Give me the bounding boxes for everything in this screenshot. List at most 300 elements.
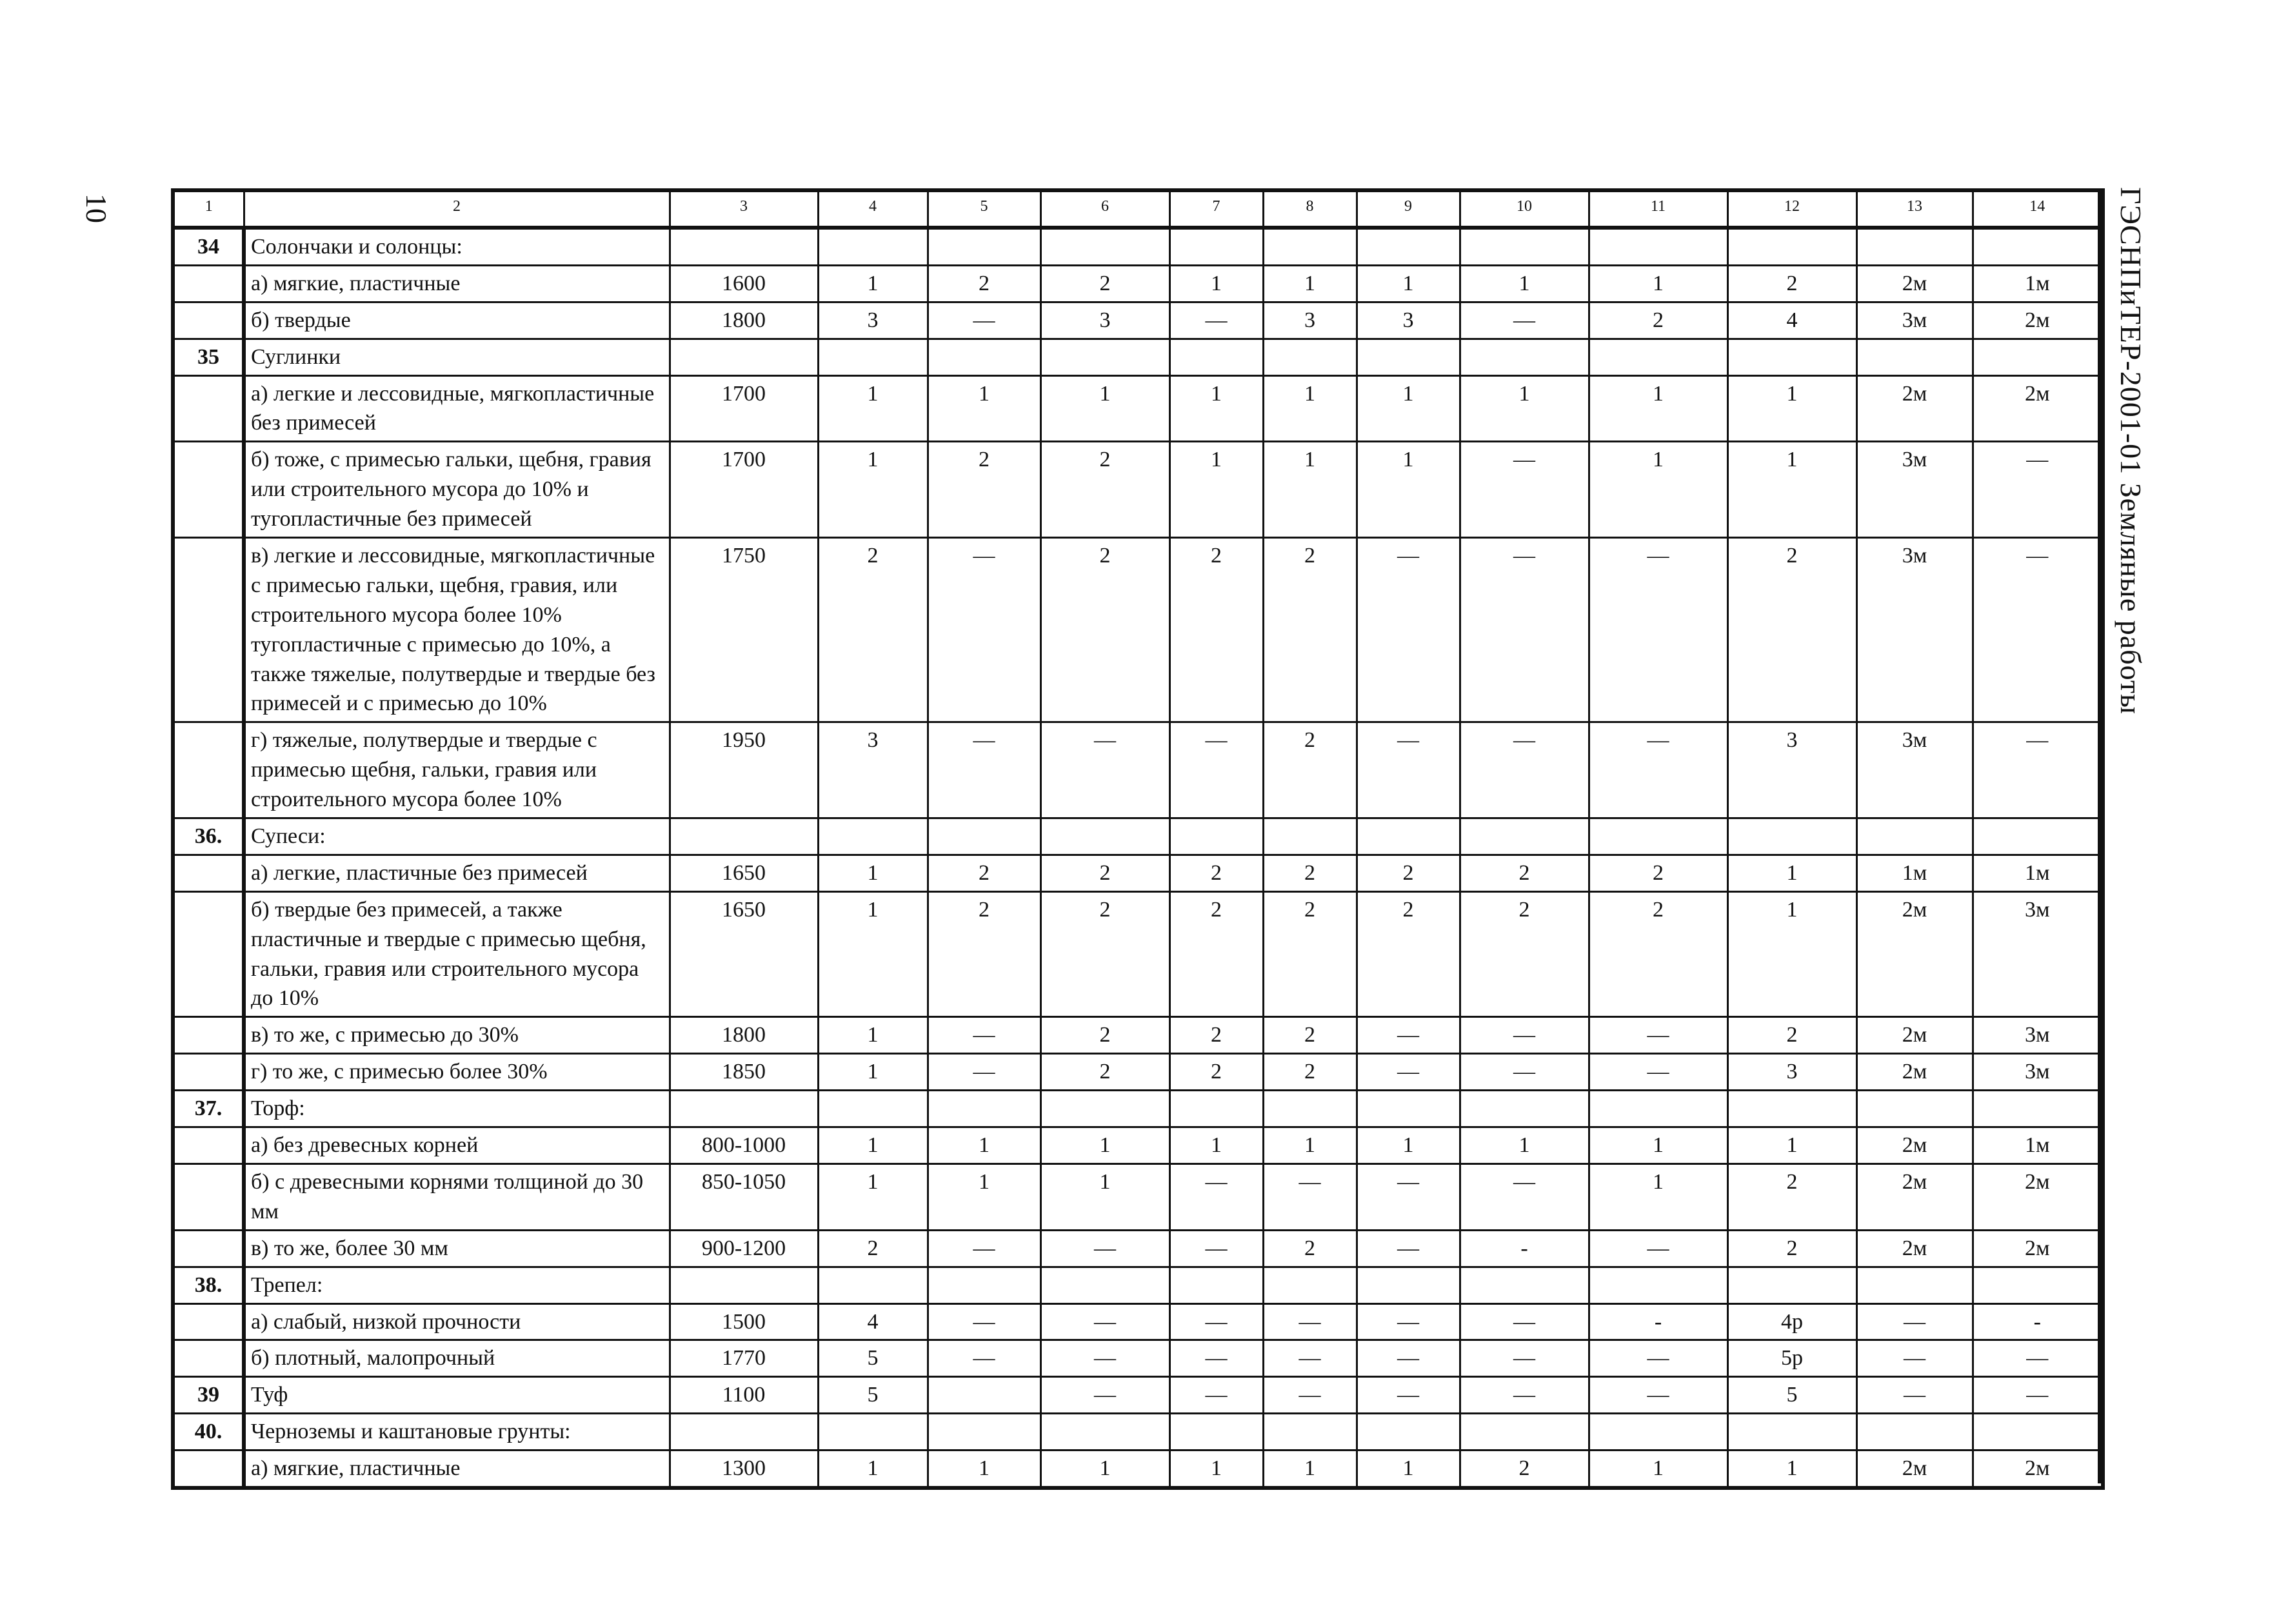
soil-name-cell: г) то же, с примесью более 30% bbox=[244, 1054, 670, 1091]
item-number-cell bbox=[173, 375, 244, 442]
value-cell: 1 bbox=[818, 1017, 928, 1054]
value-cell: 2 bbox=[1263, 855, 1357, 891]
value-cell bbox=[1973, 818, 2103, 855]
table-body bbox=[173, 228, 2103, 1488]
value-cell: 2м bbox=[1856, 1017, 1973, 1054]
value-cell bbox=[928, 818, 1040, 855]
value-cell bbox=[928, 1267, 1040, 1303]
value-cell: 3 bbox=[1263, 302, 1357, 339]
table-row bbox=[173, 1127, 2103, 1164]
density-cell: 1650 bbox=[670, 855, 818, 891]
value-cell bbox=[1727, 1414, 1856, 1451]
header-row bbox=[173, 190, 2103, 228]
value-cell: — bbox=[1357, 1340, 1460, 1377]
value-cell: 1 bbox=[1169, 265, 1263, 302]
value-cell: — bbox=[1460, 722, 1589, 818]
density-cell bbox=[670, 228, 818, 265]
value-cell: 2 bbox=[1169, 538, 1263, 722]
value-cell: 2м bbox=[1973, 302, 2103, 339]
value-cell: — bbox=[1589, 1340, 1727, 1377]
value-cell bbox=[1589, 1414, 1727, 1451]
table-row bbox=[173, 228, 2103, 265]
value-cell: 1 bbox=[1727, 1451, 1856, 1488]
value-cell: — bbox=[1589, 1230, 1727, 1267]
value-cell: — bbox=[1357, 722, 1460, 818]
value-cell: 2 bbox=[1263, 722, 1357, 818]
value-cell: — bbox=[1169, 302, 1263, 339]
value-cell: 2м bbox=[1973, 1451, 2103, 1488]
value-cell: — bbox=[1169, 1230, 1263, 1267]
table-row bbox=[173, 1017, 2103, 1054]
value-cell: — bbox=[928, 1303, 1040, 1340]
table-row bbox=[173, 722, 2103, 818]
value-cell: 2 bbox=[1263, 1017, 1357, 1054]
value-cell: 1 bbox=[818, 375, 928, 442]
density-cell: 1750 bbox=[670, 538, 818, 722]
value-cell bbox=[1263, 228, 1357, 265]
item-number-cell bbox=[173, 302, 244, 339]
value-cell: 1 bbox=[1040, 1164, 1169, 1230]
value-cell: — bbox=[1169, 1340, 1263, 1377]
value-cell: 2 bbox=[1263, 1054, 1357, 1091]
value-cell: 3м bbox=[1973, 1054, 2103, 1091]
value-cell bbox=[1040, 1267, 1169, 1303]
value-cell: 5 bbox=[1727, 1377, 1856, 1414]
item-number-cell: 38. bbox=[173, 1267, 244, 1303]
value-cell: — bbox=[1460, 442, 1589, 538]
header-cell: 9 bbox=[1357, 190, 1460, 228]
value-cell bbox=[1169, 1414, 1263, 1451]
value-cell: — bbox=[928, 1054, 1040, 1091]
soil-name-cell: Торф: bbox=[244, 1091, 670, 1127]
value-cell: — bbox=[1973, 1377, 2103, 1414]
value-cell: 2 bbox=[818, 1230, 928, 1267]
value-cell: — bbox=[1973, 538, 2103, 722]
item-number-cell bbox=[173, 891, 244, 1017]
value-cell: — bbox=[1973, 722, 2103, 818]
value-cell: 1 bbox=[1460, 375, 1589, 442]
value-cell bbox=[1040, 228, 1169, 265]
table-row bbox=[173, 891, 2103, 1017]
item-number-cell bbox=[173, 538, 244, 722]
value-cell: 2 bbox=[818, 538, 928, 722]
density-cell: 850-1050 bbox=[670, 1164, 818, 1230]
value-cell: 1 bbox=[1589, 265, 1727, 302]
value-cell: 2 bbox=[1263, 1230, 1357, 1267]
value-cell: 3 bbox=[1040, 302, 1169, 339]
value-cell bbox=[1589, 818, 1727, 855]
density-cell bbox=[670, 818, 818, 855]
value-cell: 2м bbox=[1856, 265, 1973, 302]
value-cell: 1 bbox=[1460, 265, 1589, 302]
value-cell bbox=[1263, 339, 1357, 375]
density-cell: 800-1000 bbox=[670, 1127, 818, 1164]
value-cell bbox=[928, 1414, 1040, 1451]
value-cell: 1 bbox=[1727, 1127, 1856, 1164]
value-cell: — bbox=[928, 302, 1040, 339]
value-cell bbox=[818, 818, 928, 855]
soil-name-cell: в) то же, с примесью до 30% bbox=[244, 1017, 670, 1054]
item-number-cell bbox=[173, 265, 244, 302]
value-cell: — bbox=[1263, 1303, 1357, 1340]
value-cell: 3м bbox=[1856, 538, 1973, 722]
value-cell bbox=[1856, 228, 1973, 265]
soil-name-cell: Суглинки bbox=[244, 339, 670, 375]
density-cell: 1650 bbox=[670, 891, 818, 1017]
value-cell: 1 bbox=[1589, 1164, 1727, 1230]
value-cell: 1 bbox=[928, 1127, 1040, 1164]
table-row bbox=[173, 1414, 2103, 1451]
value-cell: 1м bbox=[1973, 855, 2103, 891]
soil-name-cell: а) мягкие, пластичные bbox=[244, 1451, 670, 1488]
value-cell: 2 bbox=[1727, 1164, 1856, 1230]
value-cell bbox=[818, 228, 928, 265]
item-number-cell bbox=[173, 1303, 244, 1340]
value-cell: — bbox=[1460, 1340, 1589, 1377]
value-cell bbox=[1460, 228, 1589, 265]
table-row bbox=[173, 1377, 2103, 1414]
value-cell: 2 bbox=[1169, 1017, 1263, 1054]
value-cell bbox=[1727, 339, 1856, 375]
value-cell bbox=[1727, 228, 1856, 265]
value-cell: — bbox=[1589, 1377, 1727, 1414]
value-cell bbox=[1973, 1091, 2103, 1127]
value-cell bbox=[1460, 818, 1589, 855]
header-cell: 12 bbox=[1727, 190, 1856, 228]
table-row bbox=[173, 855, 2103, 891]
value-cell bbox=[1589, 1267, 1727, 1303]
value-cell: — bbox=[1460, 1377, 1589, 1414]
value-cell bbox=[1856, 1414, 1973, 1451]
value-cell: — bbox=[1973, 1340, 2103, 1377]
value-cell: 1 bbox=[818, 442, 928, 538]
soil-table bbox=[171, 188, 2105, 1490]
header-cell: 8 bbox=[1263, 190, 1357, 228]
table-row bbox=[173, 1091, 2103, 1127]
value-cell bbox=[1460, 1091, 1589, 1127]
value-cell bbox=[1856, 818, 1973, 855]
soil-name-cell: г) тяжелые, полутвердые и твердые с примесью щебня, гальки, гравия или строительного мусора более 10% bbox=[244, 722, 670, 818]
value-cell bbox=[1357, 339, 1460, 375]
value-cell: 1м bbox=[1856, 855, 1973, 891]
item-number-cell: 34 bbox=[173, 228, 244, 265]
value-cell: 1 bbox=[818, 265, 928, 302]
value-cell: — bbox=[1263, 1340, 1357, 1377]
value-cell bbox=[1460, 1414, 1589, 1451]
value-cell bbox=[1169, 228, 1263, 265]
density-cell: 1700 bbox=[670, 375, 818, 442]
value-cell: — bbox=[1357, 1017, 1460, 1054]
value-cell: 1 bbox=[1727, 375, 1856, 442]
value-cell: 1 bbox=[1169, 375, 1263, 442]
value-cell: 4 bbox=[818, 1303, 928, 1340]
value-cell: — bbox=[1357, 538, 1460, 722]
value-cell: — bbox=[1263, 1164, 1357, 1230]
value-cell: — bbox=[1357, 1377, 1460, 1414]
value-cell: 5 bbox=[818, 1340, 928, 1377]
value-cell: — bbox=[1856, 1303, 1973, 1340]
value-cell: — bbox=[1263, 1377, 1357, 1414]
value-cell: 4 bbox=[1727, 302, 1856, 339]
header-cell: 11 bbox=[1589, 190, 1727, 228]
value-cell: — bbox=[1040, 1377, 1169, 1414]
header-cell: 3 bbox=[670, 190, 818, 228]
density-cell: 1800 bbox=[670, 302, 818, 339]
table-row bbox=[173, 339, 2103, 375]
value-cell: 1м bbox=[1973, 265, 2103, 302]
value-cell: 2 bbox=[1727, 1017, 1856, 1054]
value-cell: 2м bbox=[1856, 1230, 1973, 1267]
item-number-cell: 40. bbox=[173, 1414, 244, 1451]
value-cell bbox=[1357, 818, 1460, 855]
value-cell bbox=[1040, 818, 1169, 855]
value-cell bbox=[1589, 228, 1727, 265]
value-cell bbox=[1040, 1091, 1169, 1127]
value-cell: 2м bbox=[1856, 1164, 1973, 1230]
value-cell: 3 bbox=[818, 302, 928, 339]
soil-name-cell: Черноземы и каштановые грунты: bbox=[244, 1414, 670, 1451]
table-row bbox=[173, 1230, 2103, 1267]
value-cell bbox=[1856, 1091, 1973, 1127]
value-cell: — bbox=[1589, 1017, 1727, 1054]
soil-name-cell: б) с древесными корнями толщиной до 30 мм bbox=[244, 1164, 670, 1230]
soil-name-cell: б) твердые bbox=[244, 302, 670, 339]
density-cell bbox=[670, 1091, 818, 1127]
soil-name-cell: а) легкие, пластичные без примесей bbox=[244, 855, 670, 891]
value-cell: 2 bbox=[1263, 538, 1357, 722]
value-cell bbox=[928, 339, 1040, 375]
value-cell: 1 bbox=[1263, 1451, 1357, 1488]
value-cell bbox=[1727, 1091, 1856, 1127]
value-cell: - bbox=[1973, 1303, 2103, 1340]
value-cell: 1 bbox=[928, 1164, 1040, 1230]
item-number-cell: 37. bbox=[173, 1091, 244, 1127]
value-cell: 2 bbox=[1589, 891, 1727, 1017]
value-cell bbox=[1169, 339, 1263, 375]
value-cell bbox=[1263, 1091, 1357, 1127]
table-row bbox=[173, 1267, 2103, 1303]
value-cell: 1 bbox=[818, 1451, 928, 1488]
item-number-cell bbox=[173, 1164, 244, 1230]
value-cell: 1 bbox=[928, 1451, 1040, 1488]
value-cell: 1 bbox=[818, 1127, 928, 1164]
value-cell bbox=[818, 339, 928, 375]
value-cell: 3м bbox=[1856, 442, 1973, 538]
value-cell: 1 bbox=[1357, 375, 1460, 442]
value-cell: 2м bbox=[1973, 1230, 2103, 1267]
soil-name-cell: в) то же, более 30 мм bbox=[244, 1230, 670, 1267]
value-cell: 2 bbox=[928, 855, 1040, 891]
soil-name-cell: а) без древесных корней bbox=[244, 1127, 670, 1164]
value-cell: — bbox=[1973, 442, 2103, 538]
value-cell: 1 bbox=[1169, 442, 1263, 538]
value-cell: 2м bbox=[1856, 1054, 1973, 1091]
value-cell: 1 bbox=[1040, 375, 1169, 442]
value-cell: — bbox=[1460, 302, 1589, 339]
table-row bbox=[173, 538, 2103, 722]
value-cell: - bbox=[1460, 1230, 1589, 1267]
soil-name-cell: в) легкие и лессовидные, мягкопластичные с примесью гальки, щебня, гравия, или строительного мусора более 10% тугопластичные с примесью до 10%, а также тяжелые, полутвердые и твердые без примесей и с примесью до 10% bbox=[244, 538, 670, 722]
value-cell: — bbox=[1589, 1054, 1727, 1091]
header-cell: 7 bbox=[1169, 190, 1263, 228]
value-cell bbox=[1973, 228, 2103, 265]
value-cell: 2 bbox=[1589, 302, 1727, 339]
value-cell: - bbox=[1589, 1303, 1727, 1340]
value-cell: — bbox=[1357, 1164, 1460, 1230]
density-cell: 1800 bbox=[670, 1017, 818, 1054]
value-cell: — bbox=[1040, 1340, 1169, 1377]
value-cell bbox=[1040, 339, 1169, 375]
value-cell: 1 bbox=[818, 891, 928, 1017]
soil-name-cell: Туф bbox=[244, 1377, 670, 1414]
item-number-cell bbox=[173, 1054, 244, 1091]
value-cell bbox=[928, 1377, 1040, 1414]
soil-name-cell: а) легкие и лессовидные, мягкопластичные без примесей bbox=[244, 375, 670, 442]
density-cell bbox=[670, 339, 818, 375]
table-row bbox=[173, 265, 2103, 302]
value-cell: 3 bbox=[1727, 1054, 1856, 1091]
table-row bbox=[173, 375, 2103, 442]
value-cell bbox=[1973, 1414, 2103, 1451]
value-cell bbox=[1169, 1091, 1263, 1127]
value-cell: 5р bbox=[1727, 1340, 1856, 1377]
value-cell: 1 bbox=[1263, 375, 1357, 442]
value-cell: 2м bbox=[1973, 375, 2103, 442]
value-cell: 2м bbox=[1856, 1451, 1973, 1488]
value-cell: — bbox=[1169, 1303, 1263, 1340]
value-cell bbox=[1589, 1091, 1727, 1127]
soil-name-cell: а) мягкие, пластичные bbox=[244, 265, 670, 302]
value-cell: 1 bbox=[1357, 265, 1460, 302]
soil-name-cell: б) твердые без примесей, а также пластичные и твердые с примесью щебня, гальки, гравия или строительного мусора до 10% bbox=[244, 891, 670, 1017]
soil-name-cell: б) плотный, малопрочный bbox=[244, 1340, 670, 1377]
value-cell bbox=[1727, 1267, 1856, 1303]
value-cell: — bbox=[1357, 1054, 1460, 1091]
value-cell: 1 bbox=[1589, 1127, 1727, 1164]
value-cell: — bbox=[1040, 1230, 1169, 1267]
density-cell: 1500 bbox=[670, 1303, 818, 1340]
value-cell: 2м bbox=[1856, 1127, 1973, 1164]
value-cell: 2 bbox=[1357, 855, 1460, 891]
value-cell: — bbox=[1460, 538, 1589, 722]
value-cell: 1 bbox=[928, 375, 1040, 442]
value-cell: 2 bbox=[1263, 891, 1357, 1017]
value-cell: 2 bbox=[1727, 538, 1856, 722]
header-cell: 4 bbox=[818, 190, 928, 228]
value-cell: 1 bbox=[1357, 1127, 1460, 1164]
value-cell: — bbox=[1460, 1303, 1589, 1340]
value-cell: 3м bbox=[1973, 891, 2103, 1017]
value-cell: — bbox=[1040, 1303, 1169, 1340]
value-cell bbox=[1357, 1414, 1460, 1451]
density-cell: 1850 bbox=[670, 1054, 818, 1091]
header-cell: 10 bbox=[1460, 190, 1589, 228]
value-cell bbox=[1169, 1267, 1263, 1303]
value-cell: — bbox=[1856, 1377, 1973, 1414]
value-cell: — bbox=[1169, 1164, 1263, 1230]
value-cell: 1 bbox=[1589, 442, 1727, 538]
value-cell bbox=[1856, 339, 1973, 375]
item-number-cell bbox=[173, 442, 244, 538]
density-cell: 1100 bbox=[670, 1377, 818, 1414]
density-cell: 1600 bbox=[670, 265, 818, 302]
value-cell: 1 bbox=[1727, 891, 1856, 1017]
value-cell: 1 bbox=[1263, 442, 1357, 538]
value-cell: 1 bbox=[818, 855, 928, 891]
value-cell bbox=[1357, 1267, 1460, 1303]
value-cell: 2 bbox=[1040, 442, 1169, 538]
value-cell: 1 bbox=[1460, 1127, 1589, 1164]
value-cell bbox=[1973, 339, 2103, 375]
value-cell: — bbox=[1589, 722, 1727, 818]
value-cell: 2 bbox=[928, 442, 1040, 538]
value-cell bbox=[1727, 818, 1856, 855]
side-title: ГЭСНПиТЕР-2001-01 Земляные работы bbox=[2115, 187, 2147, 715]
table-row bbox=[173, 1451, 2103, 1488]
value-cell bbox=[1263, 1267, 1357, 1303]
item-number-cell: 36. bbox=[173, 818, 244, 855]
value-cell: — bbox=[1460, 1164, 1589, 1230]
value-cell: 2 bbox=[1727, 265, 1856, 302]
value-cell: 2м bbox=[1856, 891, 1973, 1017]
table-row bbox=[173, 302, 2103, 339]
value-cell: 1 bbox=[818, 1054, 928, 1091]
item-number-cell bbox=[173, 1017, 244, 1054]
value-cell: 1 bbox=[1589, 375, 1727, 442]
table-row bbox=[173, 442, 2103, 538]
value-cell bbox=[1973, 1267, 2103, 1303]
value-cell: 2 bbox=[928, 265, 1040, 302]
value-cell: — bbox=[928, 1340, 1040, 1377]
value-cell bbox=[1856, 1267, 1973, 1303]
value-cell: 4р bbox=[1727, 1303, 1856, 1340]
header-cell: 6 bbox=[1040, 190, 1169, 228]
value-cell bbox=[1460, 1267, 1589, 1303]
value-cell: 2 bbox=[1460, 855, 1589, 891]
density-cell: 900-1200 bbox=[670, 1230, 818, 1267]
item-number-cell bbox=[173, 1340, 244, 1377]
value-cell bbox=[818, 1414, 928, 1451]
value-cell bbox=[1357, 228, 1460, 265]
density-cell bbox=[670, 1414, 818, 1451]
value-cell: 2м bbox=[1856, 375, 1973, 442]
value-cell: 1 bbox=[1040, 1127, 1169, 1164]
header-cell: 14 bbox=[1973, 190, 2103, 228]
value-cell: 3м bbox=[1856, 722, 1973, 818]
value-cell: 2 bbox=[1040, 891, 1169, 1017]
value-cell: 3 bbox=[818, 722, 928, 818]
value-cell: 2 bbox=[1040, 265, 1169, 302]
value-cell: — bbox=[1357, 1303, 1460, 1340]
value-cell: — bbox=[1169, 1377, 1263, 1414]
value-cell bbox=[1263, 1414, 1357, 1451]
value-cell: 2 bbox=[1357, 891, 1460, 1017]
value-cell: — bbox=[1357, 1230, 1460, 1267]
value-cell: 1м bbox=[1973, 1127, 2103, 1164]
item-number-cell: 39 bbox=[173, 1377, 244, 1414]
table-row bbox=[173, 1303, 2103, 1340]
value-cell: 1 bbox=[1169, 1127, 1263, 1164]
page-number: 10 bbox=[80, 193, 113, 223]
density-cell: 1300 bbox=[670, 1451, 818, 1488]
value-cell: 2 bbox=[1460, 1451, 1589, 1488]
density-cell: 1770 bbox=[670, 1340, 818, 1377]
soil-name-cell: Супеси: bbox=[244, 818, 670, 855]
value-cell: 3 bbox=[1357, 302, 1460, 339]
value-cell: 3м bbox=[1856, 302, 1973, 339]
value-cell: — bbox=[928, 538, 1040, 722]
table-row bbox=[173, 1054, 2103, 1091]
